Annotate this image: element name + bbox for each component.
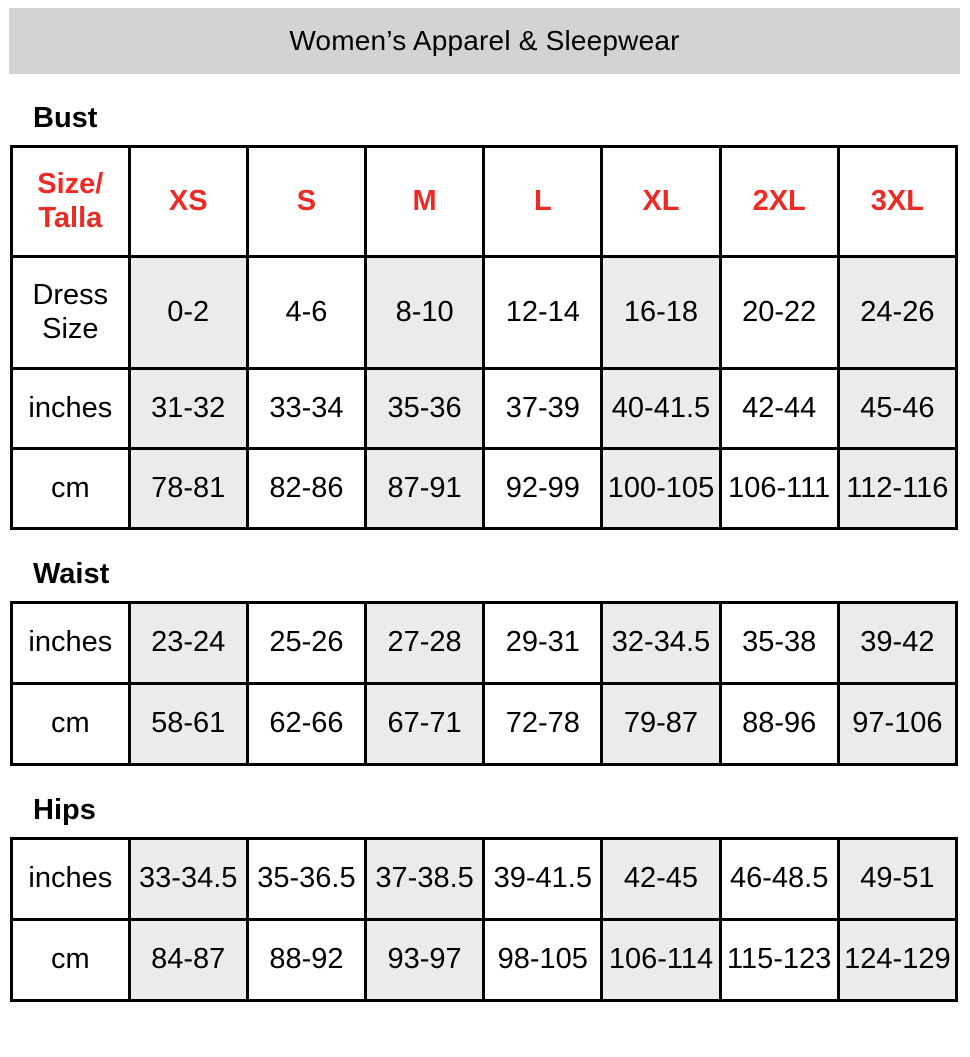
value-cell: 124-129	[838, 920, 956, 1001]
value-cell: 16-18	[602, 257, 720, 369]
value-cell: 100-105	[602, 449, 720, 529]
size-cell-m: M	[366, 147, 484, 257]
row-label-inches: inches	[12, 603, 130, 684]
value-cell: 27-28	[366, 603, 484, 684]
value-cell: 87-91	[366, 449, 484, 529]
size-label-line1: Size/	[37, 168, 104, 201]
value-cell: 97-106	[838, 684, 956, 765]
value-cell: 37-38.5	[366, 839, 484, 920]
value-cell: 25-26	[247, 603, 365, 684]
value-cell: 49-51	[838, 839, 956, 920]
page-title: Women’s Apparel & Sleepwear	[289, 25, 680, 56]
row-label-dress-size	[12, 257, 130, 369]
value-cell: 33-34.5	[129, 839, 247, 920]
waist-cm-row	[12, 684, 957, 765]
value-cell: 115-123	[720, 920, 838, 1001]
bust-cm-row	[12, 449, 957, 529]
row-label-cm: cm	[12, 449, 130, 529]
value-cell: 72-78	[484, 684, 602, 765]
value-cell: 0-2	[129, 257, 247, 369]
row-label-inches: inches	[12, 369, 130, 449]
value-cell: 106-111	[720, 449, 838, 529]
value-cell: 92-99	[484, 449, 602, 529]
value-cell: 88-96	[720, 684, 838, 765]
row-label-cm: cm	[12, 920, 130, 1001]
dress-label-line1: Dress	[32, 279, 109, 312]
value-cell: 82-86	[247, 449, 365, 529]
value-cell: 33-34	[247, 369, 365, 449]
value-cell: 24-26	[838, 257, 956, 369]
value-cell: 67-71	[366, 684, 484, 765]
bust-inches-row	[12, 369, 957, 449]
row-label-cm: cm	[12, 684, 130, 765]
value-cell: 39-42	[838, 603, 956, 684]
value-cell: 88-92	[247, 920, 365, 1001]
size-chart-page	[0, 8, 970, 1057]
size-cell-s: S	[247, 147, 365, 257]
value-cell: 8-10	[366, 257, 484, 369]
value-cell: 12-14	[484, 257, 602, 369]
waist-inches-row	[12, 603, 957, 684]
size-cell-xs: XS	[129, 147, 247, 257]
hips-cm-row	[12, 920, 957, 1001]
size-cell-3xl: 3XL	[838, 147, 956, 257]
title-banner	[9, 8, 960, 74]
size-cell-l: L	[484, 147, 602, 257]
value-cell: 35-36.5	[247, 839, 365, 920]
value-cell: 35-36	[366, 369, 484, 449]
row-label-inches: inches	[12, 839, 130, 920]
value-cell: 79-87	[602, 684, 720, 765]
dress-label-line2: Size	[42, 312, 99, 345]
value-cell: 46-48.5	[720, 839, 838, 920]
value-cell: 106-114	[602, 920, 720, 1001]
value-cell: 93-97	[366, 920, 484, 1001]
value-cell: 23-24	[129, 603, 247, 684]
size-cell-2xl: 2XL	[720, 147, 838, 257]
hips-table	[10, 837, 958, 1002]
value-cell: 4-6	[247, 257, 365, 369]
value-cell: 78-81	[129, 449, 247, 529]
size-label-line2: Talla	[38, 201, 103, 234]
value-cell: 20-22	[720, 257, 838, 369]
value-cell: 40-41.5	[602, 369, 720, 449]
bust-dress-size-row	[12, 257, 957, 369]
waist-table	[10, 601, 958, 766]
value-cell: 62-66	[247, 684, 365, 765]
value-cell: 42-44	[720, 369, 838, 449]
value-cell: 35-38	[720, 603, 838, 684]
size-header-row	[12, 147, 957, 257]
size-cell-xl: XL	[602, 147, 720, 257]
value-cell: 98-105	[484, 920, 602, 1001]
value-cell: 39-41.5	[484, 839, 602, 920]
hips-inches-row	[12, 839, 957, 920]
value-cell: 29-31	[484, 603, 602, 684]
section-heading-waist: Waist	[33, 558, 110, 590]
value-cell: 32-34.5	[602, 603, 720, 684]
bust-table	[10, 145, 958, 530]
value-cell: 31-32	[129, 369, 247, 449]
value-cell: 112-116	[838, 449, 956, 529]
value-cell: 42-45	[602, 839, 720, 920]
value-cell: 58-61	[129, 684, 247, 765]
section-heading-hips: Hips	[33, 794, 96, 826]
section-heading-bust: Bust	[33, 102, 98, 134]
value-cell: 37-39	[484, 369, 602, 449]
value-cell: 84-87	[129, 920, 247, 1001]
size-talla-label	[12, 147, 130, 257]
value-cell: 45-46	[838, 369, 956, 449]
